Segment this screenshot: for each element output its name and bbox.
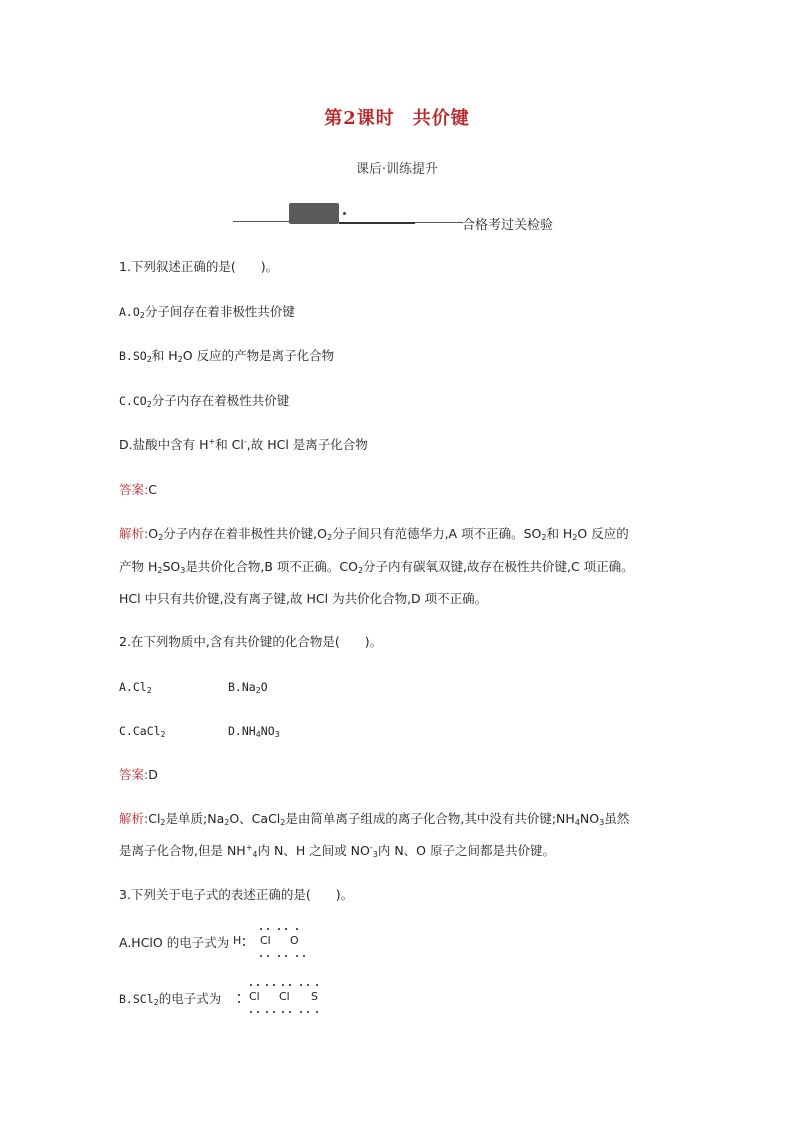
q1-option-c: $C.CO_2$分子内存在着极性共价键: [119, 393, 290, 409]
atom-cl: Cl: [249, 990, 260, 1003]
q2-option-a: $A.Cl_2$: [119, 680, 152, 695]
banner-line-mid: [339, 222, 415, 224]
banner-dot: [343, 212, 346, 215]
q2-option-c: C.CaCl$_2$: [119, 724, 166, 739]
q1-option-d: D.盐酸中含有 H+和 Cl-,故 HCl 是离子化合物: [119, 437, 368, 452]
title-lesson: 第2课时: [324, 108, 395, 129]
page-subtitle: 课后·训练提升: [355, 162, 439, 177]
q2-option-d: $D.NH_4NO_3$: [228, 724, 280, 739]
atom-cl: Cl: [279, 990, 290, 1003]
q2-option-b: $B.Na_2O$: [228, 680, 268, 695]
q1-analysis-line3: HCl 中只有共价键,没有离子键,故 HCl 为共价化合物,D 项不正确。: [119, 591, 488, 606]
q2-answer: 答案:D: [119, 767, 158, 782]
page-title: [0, 104, 794, 130]
section-label: 合格考过关检验: [462, 218, 554, 233]
title-topic: 共价键: [412, 108, 470, 129]
electron-dot: [243, 944, 245, 946]
q3-option-a: A.HClO 的电子式为: [119, 935, 230, 950]
atom-cl: Cl: [260, 934, 271, 947]
q1-stem: 1.下列叙述正确的是( )。: [119, 259, 279, 274]
q2-stem: 2.在下列物质中,含有共价键的化合物是( )。: [119, 634, 383, 649]
atom-s: S: [311, 990, 318, 1003]
atom-o: O: [290, 934, 299, 947]
q1-answer: 答案:C: [119, 482, 157, 497]
q1-analysis-line2: 产物 $H_2SO_3$是共价化合物,B 项不正确。$CO_2$分子内有碳氧双键,故存在极性共价键,C 项正确。: [119, 559, 634, 575]
electron-dot: [243, 938, 245, 940]
q1-analysis-line1: 解析$:O_2$分子内存在着非极性共价键$,O_2$分子间只有范德华力,A 项不正确。$SO_2$和 $H_2O$ 反应的: [119, 526, 629, 542]
banner-line-right: [415, 222, 463, 223]
q1-option-a: $A.O_2$分子间存在着非极性共价键: [119, 304, 295, 320]
q2-analysis-line2: 是离子化合物,但是 $NH^+_4$内 N、H 之间或 $NO^-_3$内 N、O 原子之间都是共价键。: [119, 843, 555, 859]
q3-option-b: B.SCl$_2$的电子式为: [119, 991, 222, 1007]
banner-line-left: [233, 221, 289, 222]
q1-option-b: $B.SO_2$和 $H_2O$ 反应的产物是离子化合物: [119, 348, 335, 364]
banner-block: [289, 203, 339, 224]
q3-stem: 3.下列关于电子式的表述正确的是( )。: [119, 887, 354, 902]
q2-analysis-line1: 解析$:Cl_2$是单质$;Na_2O$、CaCl$_2$是由简单离子组成的离子化合物,其中没有共价键$;NH_4NO_3$虽然: [119, 811, 630, 827]
atom-h: H: [233, 934, 242, 947]
